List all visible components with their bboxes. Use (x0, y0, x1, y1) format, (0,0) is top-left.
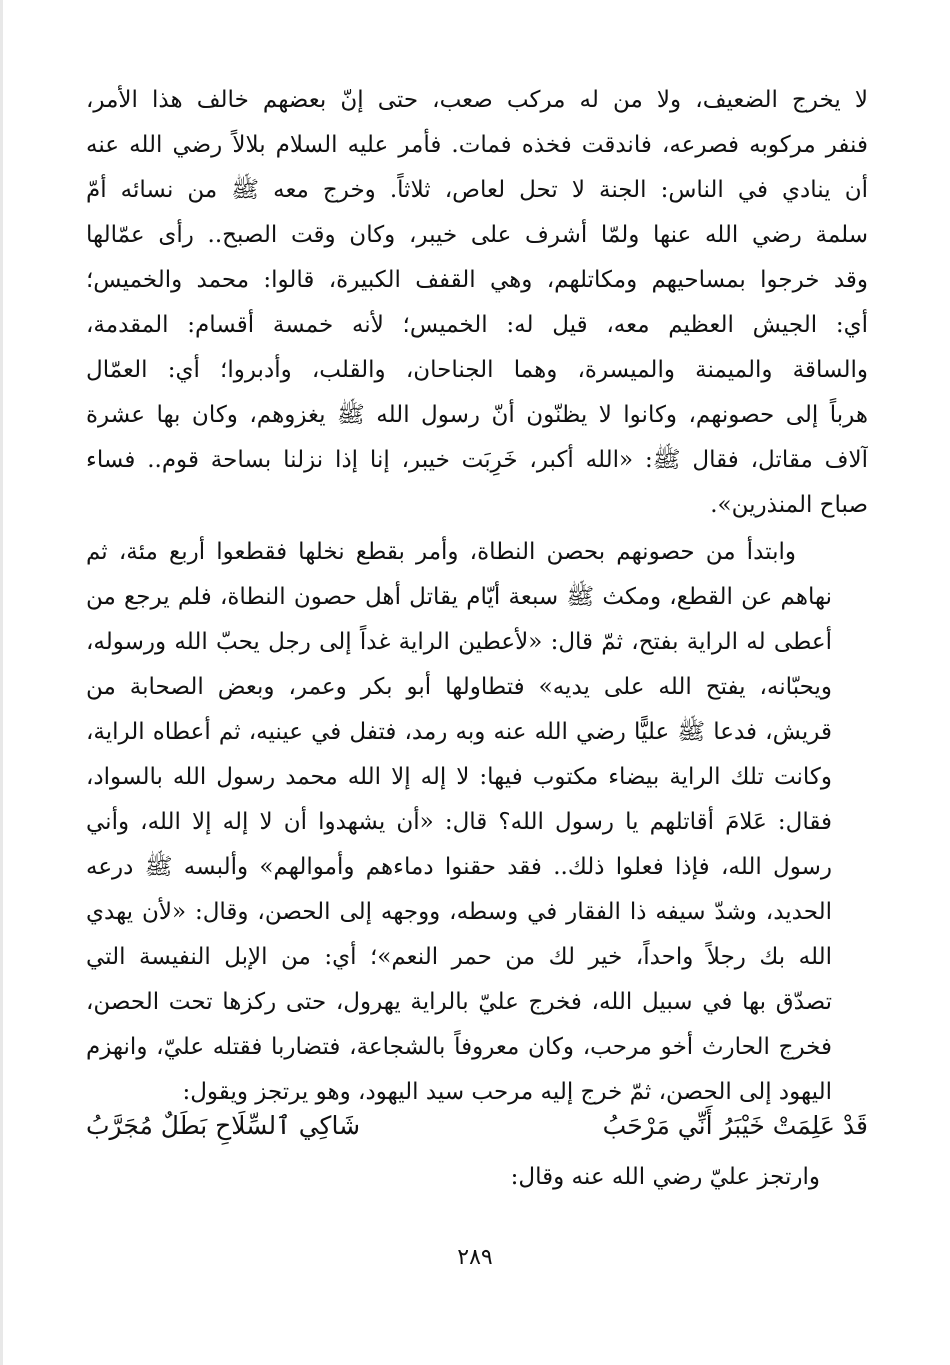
text-line: اليهود إلى الحصن، ثمّ خرج إليه مرحب سيد اليهود، وهو يرتجز ويقول: (182, 1079, 832, 1105)
text-line: قريش، فدعا ﷺ عليًّا رضي الله عنه وبه رمد، فتفل في عينيه، ثم أعطاه الراية، (86, 719, 832, 745)
text-line: الله بك رجلاً واحداً، خير لك من حمر النعم»؛ أي: من الإبل النفيسة التي (86, 944, 832, 970)
text-line: وكانت تلك الراية بيضاء مكتوب فيها: لا إله إلا الله محمد رسول الله بالسواد، (86, 764, 832, 790)
text-line: هرباً إلى حصونهم، وكانوا لا يظنّون أنّ رسول الله ﷺ يغزوهم، وكان بها عشرة (86, 402, 868, 428)
page-edge (0, 0, 3, 1365)
page-number: ٢٨٩ (457, 1245, 493, 1270)
poetry-verse (86, 1103, 868, 1148)
verse-second-hemistich: شَاكِي ٱلسِّلَاحِ بَطَلٌ مُجَرَّبُ (86, 1111, 361, 1140)
verse-first-hemistich: قَدْ عَلِمَتْ خَيْبَرُ أَنِّي مَرْحَبُ (602, 1111, 868, 1140)
text-line: فقال: عَلامَ أقاتلهم يا رسول الله؟ قال: «أن يشهدوا أن لا إله إلا الله، وأني (86, 809, 832, 835)
text-line: آلاف مقاتل، فقال ﷺ: «الله أكبر، خَرِبَت خيبر، إنا إذا نزلنا بساحة قوم.. فساء (86, 447, 868, 473)
text-line: سلمة رضي الله عنها ولمّا أشرف على خيبر، وكان وقت الصبح.. رأى عمّالها (86, 222, 868, 248)
text-line: أن ينادي في الناس: الجنة لا تحل لعاص، ثلاثاً. وخرج معه ﷺ من نسائه أمّ (86, 177, 868, 203)
text-line: لا يخرج الضعيف، ولا من له مركب صعب، حتى إنّ بعضهم خالف هذا الأمر، (86, 87, 868, 113)
text-line: رسول الله، فإذا فعلوا ذلك.. فقد حقنوا دماءهم وأموالهم» وألبسه ﷺ درعه (86, 854, 832, 880)
text-line: وقد خرجوا بمساحيهم ومكاتلهم، وهي القفف الكبيرة، قالوا: محمد والخميس؛ (86, 267, 868, 293)
text-line: صباح المنذرين». (710, 492, 868, 518)
text-line: الحديد، وشدّ سيفه ذا الفقار في وسطه، ووجهه إلى الحصن، وقال: «لأن يهدي (86, 899, 832, 925)
text-line: أي: الجيش العظيم معه، قيل له: الخميس؛ لأنه خمسة أقسام: المقدمة، (86, 312, 868, 338)
text-line: فنفر مركوبه فصرعه، فاندقت فخذه فمات. فأمر عليه السلام بلالاً رضي الله عنه (86, 132, 868, 158)
text-line: نهاهم عن القطع، ومكث ﷺ سبعة أيّام يقاتل أهل حصون النطاة، فلم يرجع من (86, 584, 832, 610)
text-line: فخرج الحارث أخو مرحب، وكان معروفاً بالشجاعة، فتضاربا فقتله عليّ، وانهزم (86, 1034, 832, 1060)
text-line: وابتدأ من حصونهم بحصن النطاة، وأمر بقطع نخلها فقطعوا أربع مئة، ثم (86, 539, 796, 565)
paragraph-2 (86, 530, 868, 1115)
text-line: ويحبّانه، يفتح الله على يديه» فتطاولها أبو بكر وعمر، وبعض الصحابة من (86, 674, 832, 700)
text-line: أعطى له الراية بفتح، ثمّ قال: «لأعطين الراية غداً إلى رجل يحبّ الله ورسوله، (86, 629, 832, 655)
text-line-after-verse: وارتجز عليّ رضي الله عنه وقال: (510, 1164, 820, 1190)
text-line: تصدّق بها في سبيل الله، فخرج عليّ بالراية يهرول، حتى ركزها تحت الحصن، (86, 989, 832, 1015)
text-line: والساقة والميمنة والميسرة، وهما الجناحان، والقلب، وأدبروا؛ أي: العمّال (86, 357, 868, 383)
paragraph-1 (86, 78, 868, 528)
